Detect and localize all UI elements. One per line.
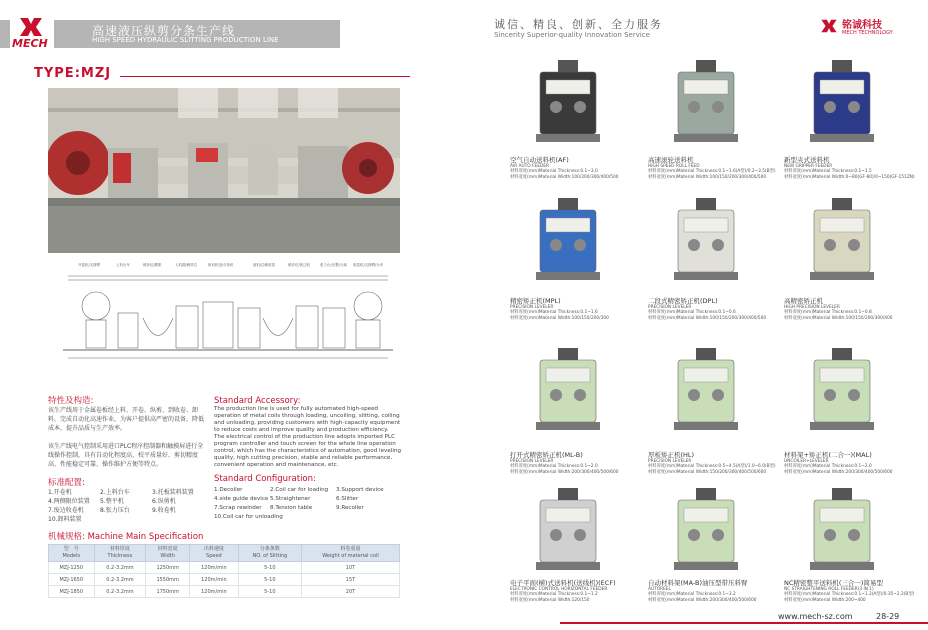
type-label: TYPE:MZJ (34, 66, 112, 81)
table-cell: 0.2-3.2mm (94, 562, 146, 574)
product-spec: 材料宽度(mm)Material Width:100/150/200/300/400 (784, 316, 893, 321)
product-image (528, 340, 608, 440)
product-image (802, 340, 882, 440)
table-header: 出料速度 Speed (190, 545, 239, 562)
product-caption (510, 578, 642, 604)
product-spec: 材料宽度(mm)Material Width:100/200/300/400/500 (510, 175, 619, 180)
product-name-cn: 精密矫正机(MPL) (510, 297, 561, 305)
table-cell: 0.2-3.2mm (94, 586, 146, 598)
product-spec: 材料厚度(mm)Material Thickness:0.1~1.2 (510, 592, 598, 597)
product-image (666, 52, 746, 152)
product-name-en: PRECISION LEVELER (510, 459, 554, 464)
diagram-label: 缓冲坑/膨胀 (143, 263, 162, 267)
slogan-en: Sincerity Superior-quality Innovation Service (494, 31, 650, 39)
product-spec: 材料厚度(mm)Material Thickness:0.1~1.6 (510, 310, 598, 315)
product-name-en: HIGH SPEED ROLL FEED (648, 164, 700, 169)
product-name-en: AIR AUTO FEEDER (510, 164, 549, 169)
product-image (666, 190, 746, 290)
table-row (49, 586, 400, 598)
product-spec: 材料宽度(mm)Material Width:200~400 (784, 598, 866, 603)
brand-en: MECH TECHNOLOGY (842, 30, 893, 36)
product-name-en: PRECISION LEVELER (648, 459, 692, 464)
page-number: 28-29 (876, 612, 900, 621)
product-name-cn: 电子平面(横)式送料机(送线机)(ECF) (510, 579, 616, 587)
product-name-cn: 二段式精密矫正机(DPL) (648, 297, 718, 305)
table-cell: 1250mm (146, 562, 190, 574)
list-item: 3.托板装料装置 (152, 489, 194, 496)
list-item: 7.Scrap rewinder (214, 505, 262, 511)
product-name-en: PRECISION LEVELER (648, 305, 692, 310)
features-p1: 该生产线用于金属卷板经上料、开卷、纵剪、到收卷、卸料，完成自动化高速作业，为客户提供高严密的设备，降低成本，提升品质与生产效率。 (48, 407, 205, 432)
product-spec: 材料宽度(mm)Material Width:0~80(GF-80)/0~150(GF-151ZN) (784, 175, 915, 180)
product-image (666, 340, 746, 440)
product-caption (510, 155, 642, 181)
product-spec: 材料宽度(mm)Material Width:120/150 (510, 598, 590, 603)
list-item: 6.纵剪机 (152, 498, 176, 505)
table-row (49, 574, 400, 586)
product-name-cn: 厚板矫正机(HL) (648, 451, 695, 459)
table-cell: 15T (301, 574, 399, 586)
list-item: 10.Coil car for unloading (214, 514, 283, 520)
product-spec: 材料厚度(mm)Material Thickness:0.1~0.6 (648, 310, 736, 315)
product-caption (784, 578, 916, 604)
list-item: 4.两侧限位装置 (48, 498, 90, 505)
product-caption (648, 578, 780, 604)
table-cell: 0.2-3.2mm (94, 574, 146, 586)
table-cell: MZJ-1250 (49, 562, 95, 574)
table-cell: 5-10 (238, 562, 301, 574)
product-spec: 材料厚度(mm)Material Thickness:0.1~1.2(A型)/0.35~2.2(B型) (784, 592, 915, 597)
product-image (802, 190, 882, 290)
product-spec: 材料宽度(mm)Material Width:100/150/200/300/400/500 (648, 316, 767, 321)
diagram-label: 上料台车 (116, 263, 130, 267)
product-caption (784, 296, 916, 322)
product-name-cn: 打开式精密矫正机(ML-B) (510, 451, 583, 459)
product-name-en: NEW GRIPPER FEEDER (784, 164, 833, 169)
features-p2: 该生产线电气控制采用进口PLC程序控制器和触摸屏进行全线操作控制，具有自动化程度高、校平质量好、剪切精度高、性能稳定可靠、操作维护方便等特点。 (48, 443, 204, 468)
spec-table (48, 544, 400, 598)
product-spec: 材料宽度(mm)Material Width:100/150/200/300/400/500 (648, 175, 767, 180)
product-image (528, 480, 608, 580)
list-item: 8.张力压台 (100, 507, 130, 514)
logo-mark-icon (18, 16, 44, 38)
standard-config-cn-title: 标准配置: (48, 478, 85, 488)
page-title-cn: 高速液压纵剪分条生产线 (92, 24, 236, 38)
table-row (49, 562, 400, 574)
diagram-label: 纵切机组/分条机 (208, 263, 234, 267)
list-item: 1.开卷机 (48, 489, 72, 496)
table-cell: 120m/min (190, 562, 239, 574)
product-spec: 材料宽度(mm)Material Width:100/150/200/300 (510, 316, 609, 321)
footer-divider (560, 622, 928, 624)
product-name-en: NC STRAIGHTENING ROLL FEEDER(3 IN 1) (784, 587, 874, 592)
diagram-label: 开卷机/支撑臂 (78, 263, 101, 267)
table-header: 分条条数 NO. of Slitting (238, 545, 301, 562)
table-cell: 10T (301, 562, 399, 574)
product-spec: 材料宽度(mm)Material Width:150/200/300/400/500/600 (648, 470, 767, 475)
table-header: 型 号 Models (49, 545, 95, 562)
product-name-cn: 高精密矫正机 (784, 297, 823, 305)
table-cell: 1750mm (146, 586, 190, 598)
list-item: 2.Coil car for loading (270, 487, 329, 493)
list-item: 1.Decoiler (214, 487, 243, 493)
table-cell: MZJ-1850 (49, 586, 95, 598)
list-item: 7.废边收卷机 (48, 507, 84, 514)
product-spec: 材料厚度(mm)Material Thickness:0.1~1.5 (784, 169, 872, 174)
product-name-cn: 新型夹式送料机 (784, 156, 830, 164)
product-name-en: UNCOILER+LEVELER (784, 459, 829, 464)
list-item: 8.Tension table (270, 505, 313, 511)
product-spec: 材料宽度(mm)Material Width:200/300/400/500/600 (510, 470, 619, 475)
product-image (528, 190, 608, 290)
product-caption (510, 450, 642, 476)
product-caption (648, 155, 780, 181)
layout-diagram (48, 258, 400, 370)
diagram-label: 张力台/压整/分离 (320, 263, 347, 267)
table-cell: 20T (301, 586, 399, 598)
logo-text: MECH (12, 37, 48, 50)
product-caption (648, 450, 780, 476)
mech-logo (10, 14, 54, 52)
product-name-cn: 材料架+矫正机(二合一)(MAL) (784, 451, 872, 459)
list-item: 9.收卷机 (152, 507, 176, 514)
product-caption (784, 155, 916, 181)
product-spec: 材料厚度(mm)Material Thickness:0.1~1.6(A型)/0.2~3.5(B型) (648, 169, 776, 174)
list-item: 4.side guide device (214, 496, 269, 502)
table-header-row (49, 545, 400, 562)
product-spec: 材料厚度(mm)Material Thickness:0.1~3.2 (648, 592, 736, 597)
accessory-p1: The production line is used for fully automated high-speed operation of metal coils through loading, uncoiling, slitting, coiling and unloading, providing customers with high-capacity equipment to reduce costs and improve quality and production efficiency. (214, 406, 401, 433)
product-spec: 材料宽度(mm)Material Width:200/300/400/500/600 (784, 470, 893, 475)
table-cell: 1550mm (146, 574, 190, 586)
table-cell: MZJ-1650 (49, 574, 95, 586)
product-spec: 材料宽度(mm)Material Width:200/300/400/500/600 (648, 598, 757, 603)
product-name-en: AUTOREEL (648, 587, 671, 592)
diagram-label: 收卷机/支撑臂/台车 (353, 263, 384, 267)
product-image (802, 480, 882, 580)
brand-cn: 铭诚科技 (842, 20, 882, 31)
product-name-cn: 空气自动送料机(AF) (510, 156, 569, 164)
product-image (528, 52, 608, 152)
standard-config-cn-list (48, 488, 208, 524)
spec-title: 机械规格: Machine Main Specification (48, 532, 204, 542)
list-item: 5.Straightener (270, 496, 311, 502)
features-title: 特性及构造: (48, 396, 94, 406)
accessory-title: Standard Accessory: (214, 396, 301, 406)
product-spec: 材料厚度(mm)Material Thickness:0.5~4.5(A型)/1.0~6.0(B型) (648, 464, 776, 469)
divider (120, 76, 410, 77)
list-item: 6.Slitter (336, 496, 359, 502)
list-item: 5.整平机 (100, 498, 124, 505)
table-header: 料卷重量 Weight of material coil (301, 545, 399, 562)
product-name-cn: 自动材料架(MA-B)油压型带压料臂 (648, 579, 748, 587)
table-header: 材料宽度 Width (146, 545, 190, 562)
production-line-photo (48, 88, 400, 253)
product-spec: 材料厚度(mm)Material Thickness:0.1~0.8 (784, 310, 872, 315)
product-spec: 材料厚度(mm)Material Thickness:0.1~3.0 (510, 169, 598, 174)
product-image (802, 52, 882, 152)
list-item: 2.上料台车 (100, 489, 130, 496)
product-name-cn: NC精密整平送料机(三合一)简易型 (784, 579, 883, 587)
table-cell: 120m/min (190, 586, 239, 598)
list-item: 10.卸料装置 (48, 516, 82, 523)
product-caption (648, 296, 780, 322)
list-item: 3.Support device (336, 487, 384, 493)
logo-mark-icon (820, 18, 838, 34)
table-cell: 5-10 (238, 586, 301, 598)
product-name-en: HIGH PRECISION LEVELER (784, 305, 840, 310)
accessory-p2: The electrical control of the production line adopts imported PLC program controller and touch screen for the whole line operation control, which has the characteristics of automation, good leveling quality, high cutting precision, stable and reliable performance, convenient operation and maintenance, etc. (214, 434, 401, 468)
product-image (666, 480, 746, 580)
product-spec: 材料厚度(mm)Material Thickness:0.1~2.0 (784, 464, 872, 469)
product-name-en: PRECISION LEVELER (510, 305, 554, 310)
table-cell: 120m/min (190, 574, 239, 586)
product-spec: 材料厚度(mm)Material Thickness:0.1~2.0 (510, 464, 598, 469)
product-caption (510, 296, 642, 322)
product-caption (784, 450, 916, 476)
diagram-label: 废料/边缘收卷 (253, 263, 276, 267)
footer-url: www.mech-sz.com (778, 612, 853, 621)
configuration-title: Standard Configuration: (214, 474, 316, 484)
product-name-cn: 高速滚轮送料机 (648, 156, 694, 164)
table-cell: 5-10 (238, 574, 301, 586)
table-header: 材料厚度 Thickness (94, 545, 146, 562)
slogan-cn: 诚信、精良、创新、全力服务 (494, 18, 663, 31)
diagram-label: 入料端/侧导位 (175, 263, 198, 267)
list-item: 9.Recoiler (336, 505, 364, 511)
page-title-en: HIGH SPEED HYDRAULIC SLITTING PRODUCTION LINE (92, 36, 279, 44)
configuration-list (214, 486, 404, 522)
diagram-label: 缓冲坑/张边机 (288, 263, 311, 267)
product-name-en: ELECTRONIC CONTROL HORIZONTAL FEEDER (510, 587, 608, 592)
